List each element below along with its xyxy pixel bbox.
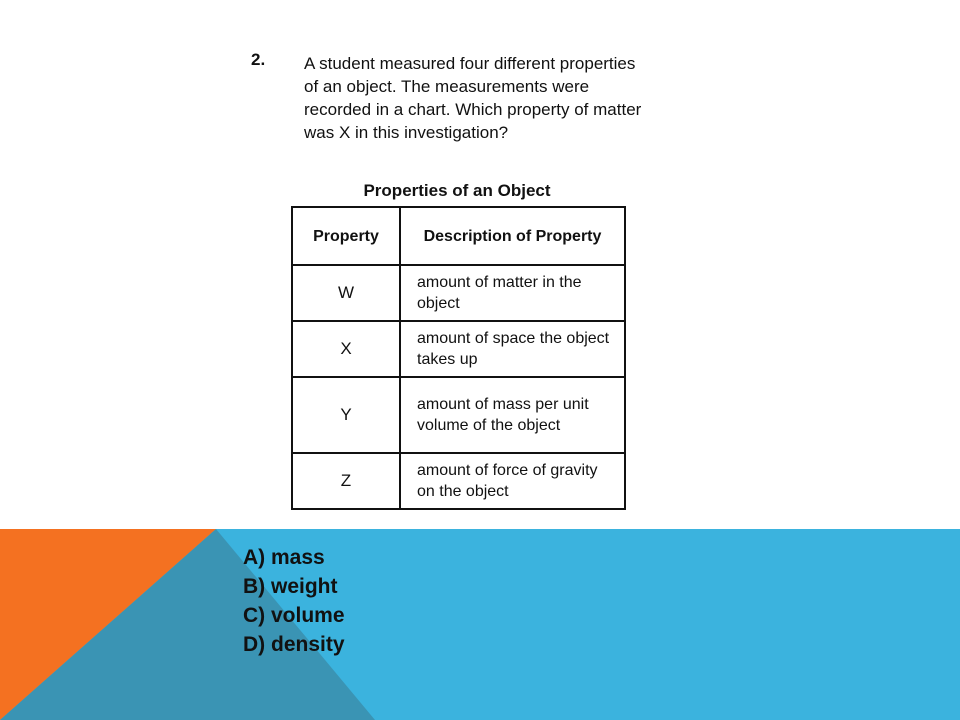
property-cell: Z [292,453,400,509]
answer-b: B) weight [243,575,338,598]
table-row [292,321,625,377]
question-number: 2. [251,50,266,69]
description-cell: amount of force of gravity on the object [400,453,625,509]
property-cell: X [292,321,400,377]
question-text: A student measured four different properties of an object. The measurements were recorded in a chart. Which property of matter was X in this investigation? [304,54,642,142]
table-header-row [292,207,625,265]
header-property: Property [292,207,400,265]
table-row [292,377,625,453]
property-cell: W [292,265,400,321]
decorative-band [0,529,960,720]
answer-a: A) mass [243,546,325,569]
answer-d: D) density [243,633,345,656]
description-cell: amount of matter in the object [400,265,625,321]
answer-c: C) volume [243,604,345,627]
table-row [292,453,625,509]
property-cell: Y [292,377,400,453]
table-row [292,265,625,321]
properties-table [291,206,626,510]
table-title: Properties of an Object [363,181,551,200]
header-description: Description of Property [400,207,625,265]
description-cell: amount of space the object takes up [400,321,625,377]
description-cell: amount of mass per unit volume of the object [400,377,625,453]
answer-choices [243,543,345,659]
